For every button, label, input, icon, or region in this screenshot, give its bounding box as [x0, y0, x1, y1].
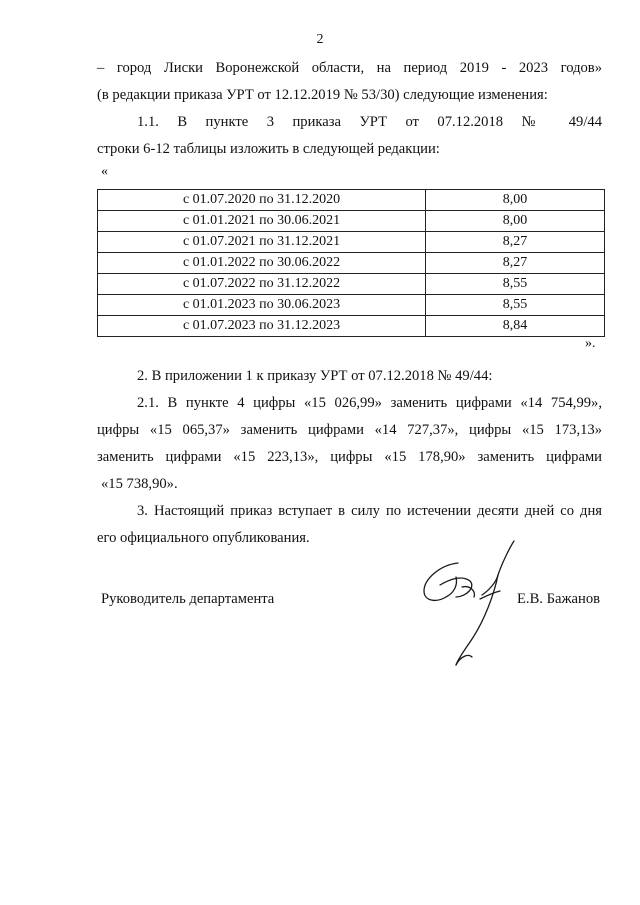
- signature-name: Е.В. Бажанов: [517, 591, 601, 607]
- quote-close: ».: [585, 336, 596, 351]
- item-2-1-line-3: заменить цифрами «15 223,13», цифры «15 178,90» заменить цифрами: [97, 449, 602, 465]
- rates-table: [97, 189, 605, 337]
- table-cell-value: 8,55: [426, 295, 605, 316]
- table-row: [98, 316, 605, 337]
- item-3-line-2: его официального опубликования.: [97, 530, 310, 546]
- table-cell-value: 8,00: [426, 190, 605, 211]
- table-row: [98, 190, 605, 211]
- page-number: 2: [316, 32, 324, 47]
- table-cell-period: с 01.07.2023 по 31.12.2023: [98, 316, 426, 337]
- table-cell-period: с 01.07.2020 по 31.12.2020: [98, 190, 426, 211]
- item-2: 2. В приложении 1 к приказу УРТ от 07.12.2018 № 49/44:: [137, 368, 493, 384]
- item-3-line-1: 3. Настоящий приказ вступает в силу по истечении десяти дней со дня: [137, 503, 602, 519]
- table-row: [98, 211, 605, 232]
- intro-line-1: – город Лиски Воронежской области, на период 2019 - 2023 годов»: [97, 60, 602, 76]
- item-1-1-line-2: строки 6-12 таблицы изложить в следующей редакции:: [97, 141, 440, 157]
- table-cell-value: 8,27: [426, 232, 605, 253]
- item-2-1-line-4: «15 738,90».: [101, 476, 178, 492]
- table-cell-value: 8,00: [426, 211, 605, 232]
- signature-title: Руководитель департамента: [101, 591, 275, 607]
- table-cell-value: 8,27: [426, 253, 605, 274]
- table-cell-period: с 01.07.2021 по 31.12.2021: [98, 232, 426, 253]
- item-2-1-line-2: цифры «15 065,37» заменить цифрами «14 727,37», цифры «15 173,13»: [97, 422, 602, 438]
- quote-open: «: [101, 164, 108, 179]
- table-cell-period: с 01.01.2021 по 30.06.2021: [98, 211, 426, 232]
- table-row: [98, 274, 605, 295]
- table-cell-value: 8,55: [426, 274, 605, 295]
- table-row: [98, 253, 605, 274]
- intro-line-2: (в редакции приказа УРТ от 12.12.2019 № 53/30) следующие изменения:: [97, 87, 548, 103]
- table-row: [98, 232, 605, 253]
- table-cell-period: с 01.01.2022 по 30.06.2022: [98, 253, 426, 274]
- handwritten-signature: [410, 535, 530, 685]
- table-cell-value: 8,84: [426, 316, 605, 337]
- table-cell-period: с 01.07.2022 по 31.12.2022: [98, 274, 426, 295]
- table-row: [98, 295, 605, 316]
- table-cell-period: с 01.01.2023 по 30.06.2023: [98, 295, 426, 316]
- item-1-1-line-1: 1.1. В пункте 3 приказа УРТ от 07.12.2018 № 49/44: [137, 114, 602, 130]
- item-2-1-line-1: 2.1. В пункте 4 цифры «15 026,99» заменить цифрами «14 754,99»,: [137, 395, 602, 411]
